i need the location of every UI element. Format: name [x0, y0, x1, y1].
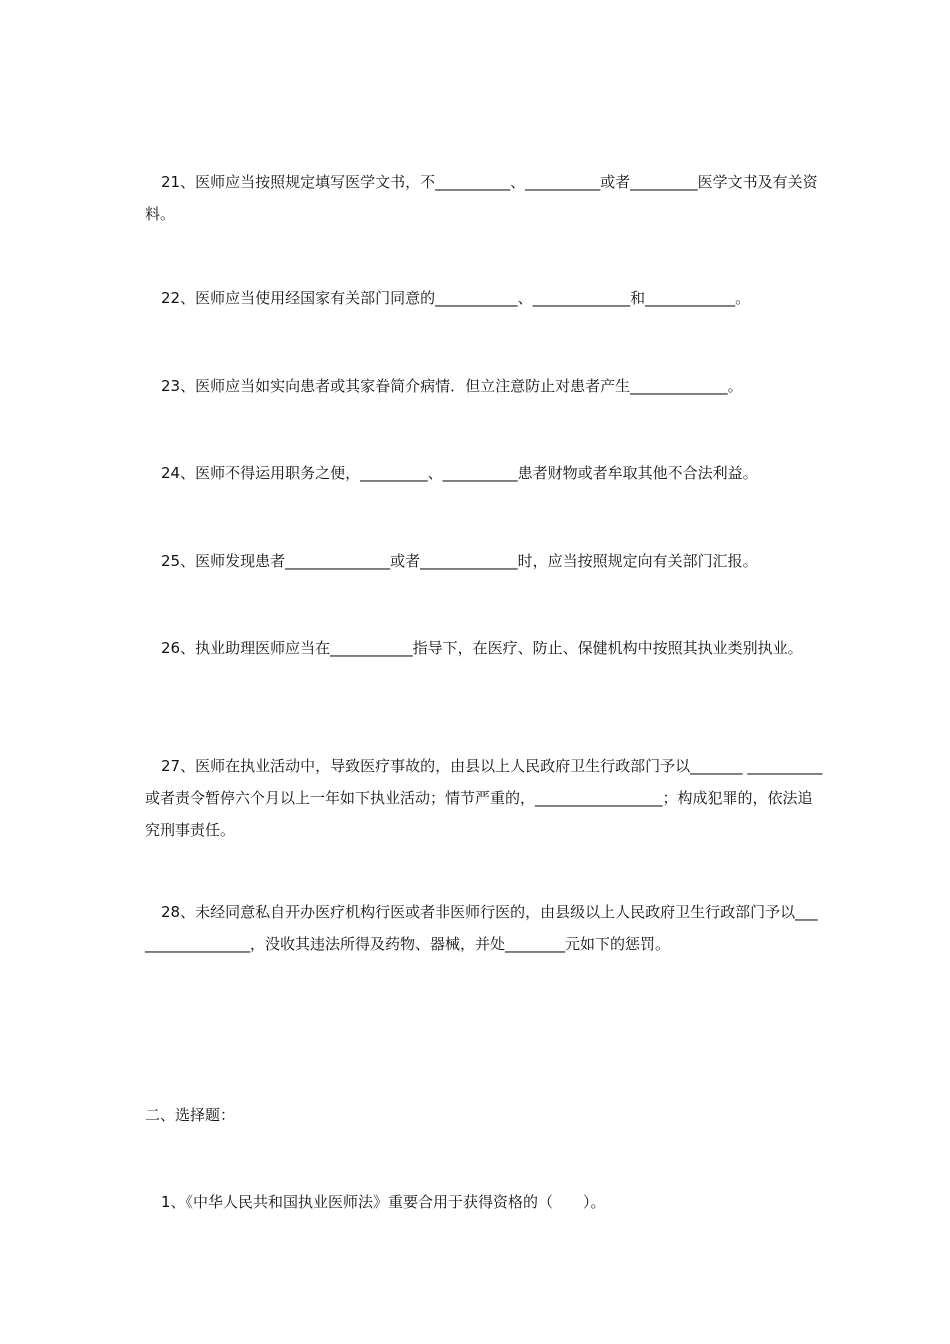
question-28-text: 28、未经同意私自开办医疗机构行医或者非医师行医的，由县级以上人民政府卫生行政部门予以_________________，没收其违法所得及药物、器械，并处________元如下的惩罚。 [145, 903, 818, 953]
question-22 [145, 282, 825, 314]
question-21 [145, 166, 825, 230]
question-26-text: 26、执业助理医师应当在___________指导下，在医疗、防止、保健机构中按照其执业类别执业。 [161, 639, 803, 657]
question-21-text: 21、医师应当按照规定填写医学文书，不__________、__________或者_________医学文书及有关资料。 [145, 173, 818, 223]
section-heading-text: 二、选择题： [145, 1106, 236, 1124]
question-24-text: 24、医师不得运用职务之便，_________、__________患者财物或者牟取其他不合法利益。 [161, 464, 758, 482]
section-heading [145, 1099, 825, 1131]
choice-question-1-text: 1、《中华人民共和国执业医师法》重要合用于获得资格的（ ）。 [161, 1193, 606, 1211]
question-26 [145, 632, 825, 664]
question-28 [145, 896, 825, 960]
question-27-text: 27、医师在执业活动中，导致医疗事故的，由县以上人民政府卫生行政部门予以_______ __________或者责令暂停六个月以上一年如下执业活动；情节严重的，_________________；构成犯罪的，依法追究刑事责任。 [145, 757, 823, 839]
choice-question-1 [145, 1186, 825, 1218]
question-23 [145, 370, 825, 402]
question-27 [145, 750, 825, 846]
question-22-text: 22、医师应当使用经国家有关部门同意的___________、_____________和____________。 [161, 289, 751, 307]
question-24 [145, 457, 825, 489]
question-23-text: 23、医师应当如实向患者或其家眷简介病情．但立注意防止对患者产生_____________。 [161, 377, 743, 395]
question-25-text: 25、医师发现患者______________或者_____________时，应当按照规定向有关部门汇报。 [161, 552, 758, 570]
question-25 [145, 545, 825, 577]
